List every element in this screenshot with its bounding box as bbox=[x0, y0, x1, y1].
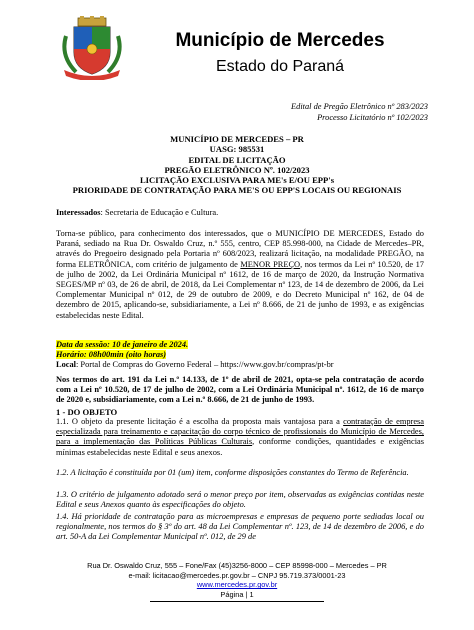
intro-text-cont: , nos termos da Lei nº 10.520, de 17 de julho de 2002, da Lei Ordinária Municipal nº 1612, de 16 de março de 2020, da Instrução Normativa SEGES/MP nº 03, de 26 de abril, de 2018, da Lei Complementar nº 123, de 14 de dezembro de 2006, da Lei Complementar Municipal nº 012, de 29 de outubro de 2009, e do Decreto Municipal nº 162, de 04 de dezembro de 2015, aplicando-se, subsidiariamente, a Lei nº 8.666, de 21 de junho de 1993, e as exigências estabelecidas neste Edital. bbox=[56, 259, 424, 320]
page-footer bbox=[0, 561, 474, 599]
footer-address: Rua Dr. Oswaldo Cruz, 555 – Fone/Fax (45)3256-8000 – CEP 85998-000 – Mercedes – PR bbox=[87, 561, 387, 570]
heading-line: UASG: 985531 bbox=[209, 144, 265, 155]
heading-line: EDITAL DE LICITAÇÃO bbox=[188, 154, 286, 165]
state-subtitle: Estado do Paraná bbox=[215, 58, 345, 75]
object-item-1-1 bbox=[56, 417, 424, 458]
criterion-underlined: MENOR PREÇO bbox=[240, 259, 301, 269]
heading-line: LICITAÇÃO EXCLUSIVA PARA ME's E/OU EPP's bbox=[139, 175, 335, 186]
edital-heading-block bbox=[40, 134, 434, 196]
footer-divider bbox=[150, 601, 324, 602]
interessados-value: : Secretaria de Educação e Cultura. bbox=[100, 208, 219, 217]
item-text-cont: , conforme condições, quantidades e exigências mínimas estabelecidas neste Edital e seus anexos. bbox=[56, 437, 425, 457]
municipality-title: Município de Mercedes bbox=[175, 30, 385, 51]
website-link[interactable]: www.mercedes.pr.gov.br bbox=[196, 580, 278, 590]
local-label: Local bbox=[56, 360, 77, 370]
interessados-label: Interessados bbox=[56, 208, 101, 217]
page-number: Página | 1 bbox=[220, 589, 254, 599]
session-date: Data da sessão: 10 de janeiro de 2024. bbox=[56, 340, 189, 349]
process-number: Processo Licitatório nº 102/2023 bbox=[317, 113, 428, 122]
edital-number: Edital de Pregão Eletrônico nº 283/2023 bbox=[291, 102, 428, 111]
object-item-1-3: 1.3. O critério de julgamento adotado será o menor preço por item, observadas as exigências contidas neste Edital e seus Anexos quanto às especificações do objeto. bbox=[56, 490, 424, 510]
local-value: : Portal de Compras do Governo Federal – https://www.gov.br/compras/pt-br bbox=[76, 360, 334, 370]
edital-reference bbox=[291, 101, 428, 123]
legal-basis-paragraph: Nos termos do art. 191 da Lei n.º 14.133, de 1º de abril de 2021, opta-se pela contratação de acordo com a Lei nº 10.520, de 17 de julho de 2002, com a Lei Ordinária Municipal nº. 1612, de 16 de março de 2020 e, subsidiariamente, com a Lei n.º 8.666, de 21 de junho de 1993. bbox=[56, 375, 424, 405]
item-text: O objeto da presente licitação é a escolha da proposta mais vantajosa para a bbox=[71, 417, 344, 426]
item-number: 1.1. bbox=[56, 417, 69, 426]
interested-parties bbox=[56, 208, 424, 218]
object-item-1-2: 1.2. A licitação é constituída por 01 (um) item, conforme disposições constantes do Termo de Referência. bbox=[56, 468, 409, 477]
heading-line: PRIORIDADE DE CONTRATAÇÃO PARA ME'S OU EPP'S LOCAIS OU REGIONAIS bbox=[72, 185, 402, 196]
intro-text: Torna-se público, para conhecimento dos interessados, que o MUNICÍPIO DE MERCEDES, Estado do Paraná, sediado na Rua Dr. Oswaldo Cruz, n.º 555, centro, CEP 85.998-000, na Cidade de Mercedes–PR, através do Pregoeiro designado pela Portaria nº 608/2023, realizará licitação, na modalidade PREGÃO, na forma ELETRÔNICA, com critério de julgamento de bbox=[56, 229, 424, 269]
coat-of-arms-icon bbox=[58, 16, 126, 80]
section-object-title: 1 - DO OBJETO bbox=[56, 407, 118, 417]
heading-line: MUNICÍPIO DE MERCEDES – PR bbox=[170, 134, 304, 144]
intro-paragraph bbox=[56, 229, 424, 321]
session-time: Horário: 08h00min (oito horas) bbox=[56, 350, 167, 360]
session-info bbox=[56, 340, 424, 371]
object-description-underlined: contratação de empresa especializada para treinamento e capacitação do corpo técnico de profissionais do Município de Mercedes, para a implementação das Políticas Públicas Culturais bbox=[56, 417, 425, 447]
object-item-1-4: 1.4. Há prioridade de contratação para as microempresas e empresas de pequeno porte sediadas local ou regionalmente, nos termos do § 3º do art. 48 da Lei Complementar nº. 123, de 14 de dezembro de 2006, e do art. 50-A da Lei Complementar Municipal nº. 012, de 29 de bbox=[56, 512, 424, 542]
heading-line: PREGÃO ELETRÔNICO Nº. 102/2023 bbox=[164, 164, 310, 175]
footer-contact: e-mail: licitacao@mercedes.pr.gov.br – CNPJ 95.719.373/0001-23 bbox=[128, 570, 346, 580]
